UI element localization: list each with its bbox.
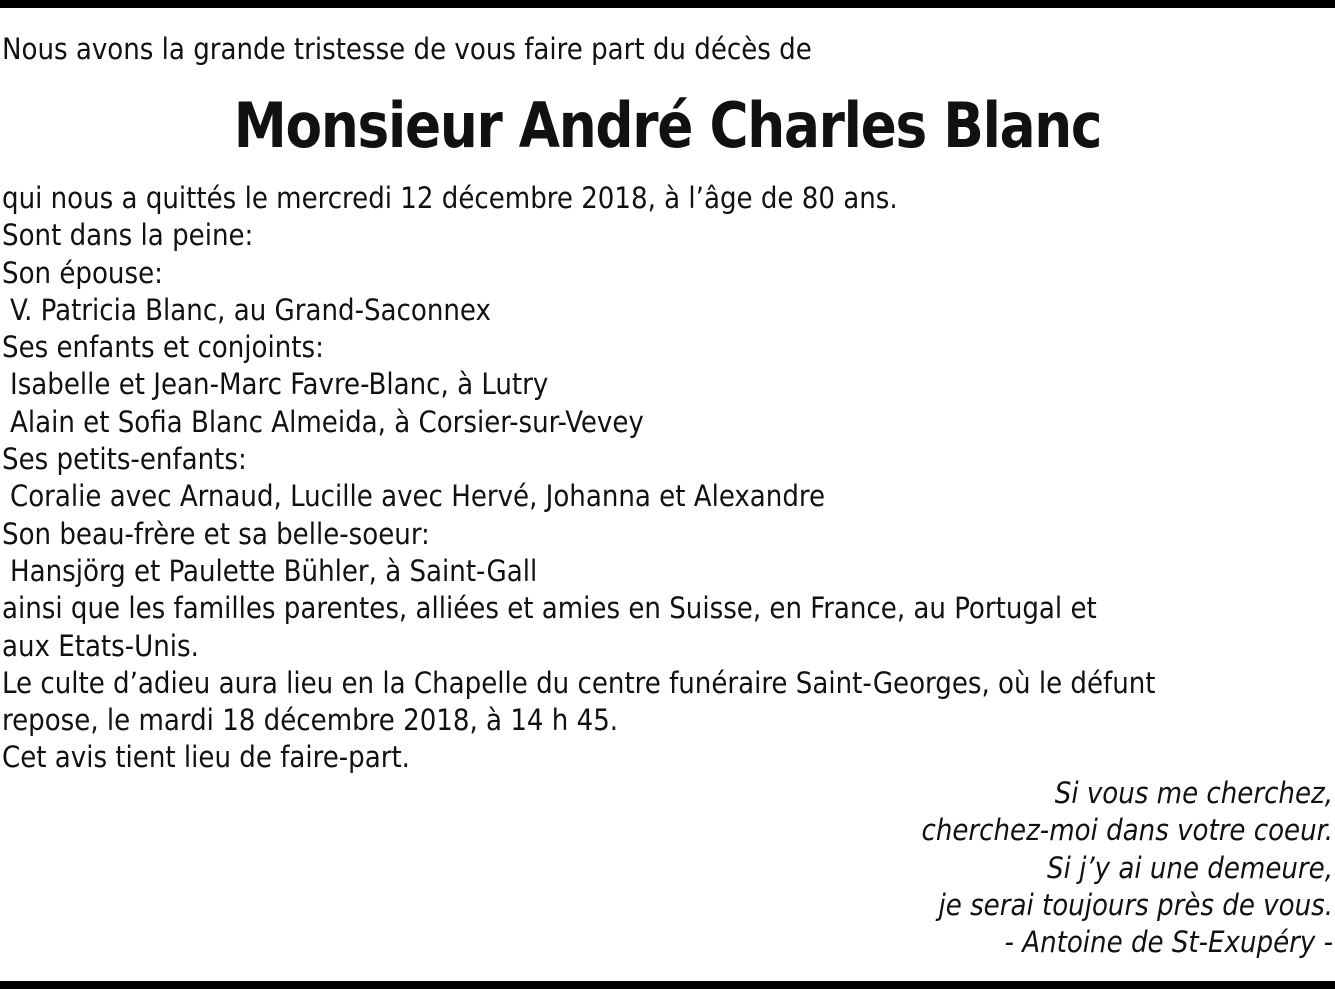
bottom-border-rule <box>0 981 1335 989</box>
notice-body <box>2 180 1156 777</box>
intro-text: Nous avons la grande tristesse de vous faire part du décès de <box>2 32 812 66</box>
quote-attribution: - Antoine de St-Exupéry - <box>1004 925 1333 960</box>
grandchildren-names: Coralie avec Arnaud, Lucille avec Hervé, Johanna et Alexandre <box>10 479 826 514</box>
quote-line: Si vous me cherchez, <box>1054 776 1333 810</box>
top-border-rule <box>0 0 1335 8</box>
mourners-heading: Sont dans la peine: <box>2 218 254 253</box>
spouse-heading: Son épouse: <box>2 255 163 290</box>
spouse-name: V. Patricia Blanc, au Grand-Saconnex <box>10 292 491 327</box>
deceased-name: Monsieur André Charles Blanc <box>233 89 1102 162</box>
service-line-continued: repose, le mardi 18 décembre 2018, à 14 h 45. <box>2 703 619 738</box>
service-line: Le culte d’adieu aura lieu en la Chapelle du centre funéraire Saint-Georges, où le défunt <box>2 665 1156 700</box>
children-heading: Ses enfants et conjoints: <box>2 330 324 365</box>
child-entry: Isabelle et Jean-Marc Favre-Blanc, à Lutry <box>10 367 549 402</box>
child-entry: Alain et Sofia Blanc Almeida, à Corsier-sur-Vevey <box>10 404 644 439</box>
death-date-line: qui nous a quittés le mercredi 12 décembre 2018, à l’âge de 80 ans. <box>2 181 898 215</box>
quote-block <box>921 775 1333 961</box>
families-line-continued: aux Etats-Unis. <box>2 628 199 663</box>
quote-line: Si j’y ai une demeure, <box>1047 850 1333 885</box>
grandchildren-heading: Ses petits-enfants: <box>2 442 247 477</box>
closing-line: Cet avis tient lieu de faire-part. <box>2 740 410 775</box>
in-laws-names: Hansjörg et Paulette Bühler, à Saint-Gall <box>10 553 538 588</box>
in-laws-heading: Son beau-frère et sa belle-soeur: <box>2 516 430 551</box>
quote-line: cherchez-moi dans votre coeur. <box>921 813 1333 848</box>
families-line: ainsi que les familles parentes, alliées et amies en Suisse, en France, au Portugal et <box>2 591 1097 626</box>
quote-line: je serai toujours près de vous. <box>938 887 1333 922</box>
